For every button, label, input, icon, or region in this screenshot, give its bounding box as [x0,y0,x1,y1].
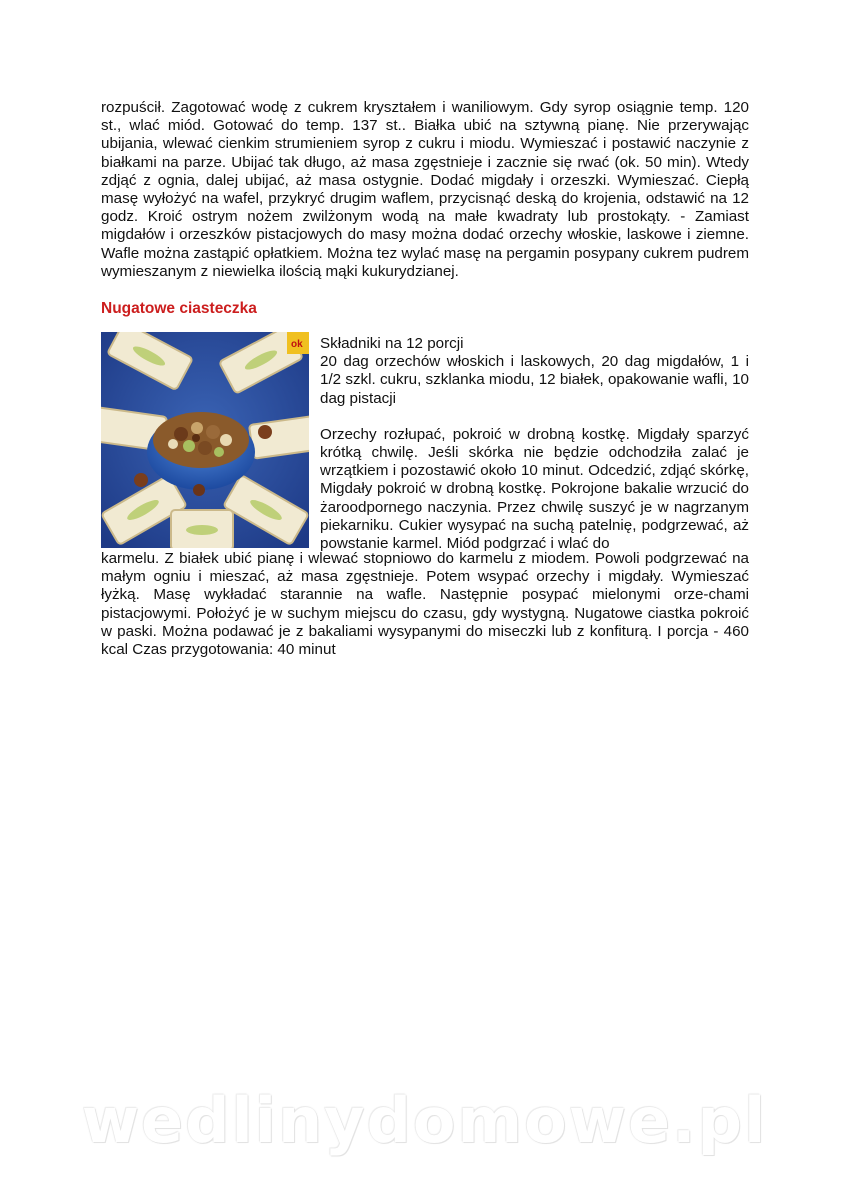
recipe-photo [101,332,309,548]
servings-line: Składniki na 12 porcji [320,335,464,352]
method-text-part1: Orzechy rozłupać, pokroić w drobną kostkę. Migdały sparzyć krótką chwilę. Jeśli skórka nie będzie odchodziła zalać je wrzątkiem i pozostawić około 10 minut. Odcedzić, zdjąć skórkę, Migdały pokroić w drobną kostkę. Pokrojone bakalie wrzucić do żaroodpornego naczynia. Przez chwilę suszyć je w nagrzanym piekarniku. Cukier wysypać na suchą patelnię, podgrzewać, aż powstanie karmel. Miód podgrzać i wlać do [320,425,749,553]
intro-paragraph: rozpuścił. Zagotować wodę z cukrem kryształem i waniliowym. Gdy syrop osiągnie temp. 120 st., wlać miód. Gotować do temp. 137 st.. Białka ubić na sztywną pianę. Nie przerywając ubijania, wlewać cienkim strumieniem syrop z cukru i miodu. Wymieszać i postawić naczynie z białkami na parze. Ubijać tak długo, aż masa zgęstnieje i zacznie się rwać (ok. 50 min). Wtedy zdjąć z ognia, dalej ubijać, aż masa ostygnie. Dodać migdały i orzeszki. Wymieszać. Ciepłą masę wyłożyć na wafel, przykryć drugim waflem, przycisnąć deską do krojenia, odstawić na 12 godz. Kroić ostrym nożem zwilżonym wodą na małe kwadraty lub prostokąty. - Zamiast migdałów i orzeszków pistacjowych do masy można dodać orzechy włoskie, laskowe i ziemne. Wafle można zastąpić opłatkiem. Można tez wylać masę na pergamin posypany cukrem pudrem wymieszanym z niewielka ilością mąki kukurydzianej. [101,99,749,280]
ingredients-text: 20 dag orzechów włoskich i laskowych, 20 dag migdałów, 1 i 1/2 szkl. cukru, szklanka miodu, 12 białek, opakowanie wafli, 10 dag pistacji [320,353,749,407]
watermark: wedlinydomowe.pl [81,1084,768,1157]
recipe-title: Nugatowe ciasteczka [101,300,257,317]
method-text-part2: karmelu. Z białek ubić pianę i wlewać stopniowo do karmelu z miodem. Powoli podgrzewać na małym ogniu i mieszać, aż masa zgęstnieje. Potem wsypać orzechy i migdały. Wymieszać łyżką. Masę wykładać starannie na wafle. Następnie posypać mielonymi orze-chami pistacjowymi. Położyć je w suchym miejscu do czasu, gdy wystygną. Nugatowe ciastka pokroić w paski. Można podawać je z bakaliami wysypanymi do miseczki lub z konfiturą. I porcja - 460 kcal Czas przygotowania: 40 minut [101,550,749,659]
recipe-ingredients-block [320,335,749,553]
photo-badge-text: ok [291,339,303,350]
